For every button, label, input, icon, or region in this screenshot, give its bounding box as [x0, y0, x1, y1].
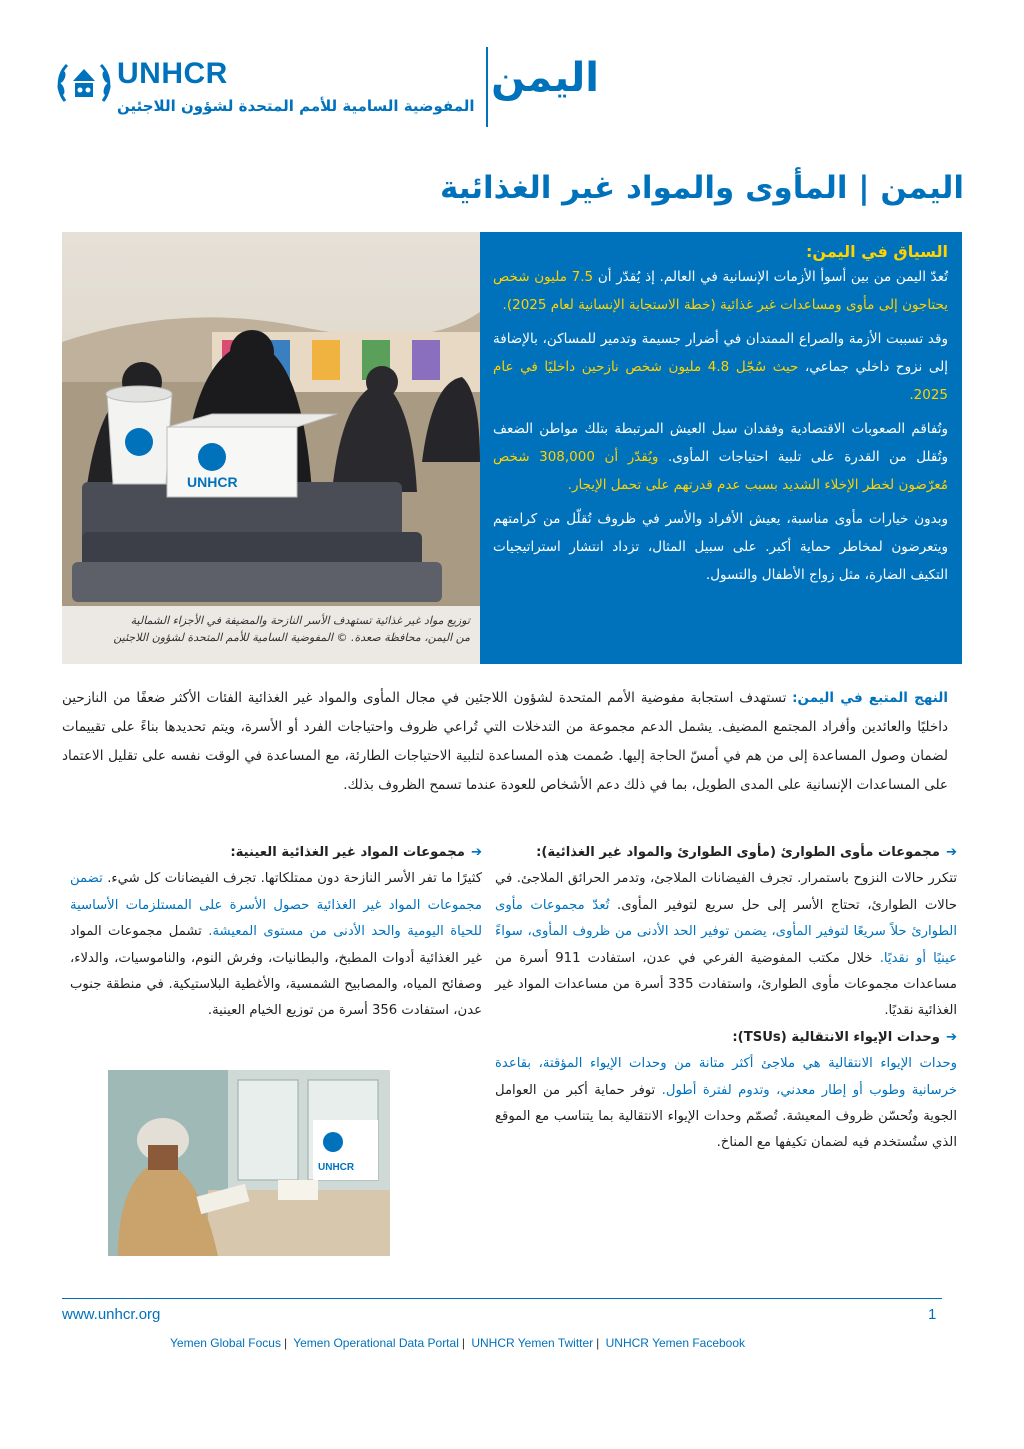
context-p2-highlight: حيث سُجّل 4.8 مليون شخص نازحين داخليًا في عام 2025.	[493, 359, 948, 403]
arrow-right-icon: ➔	[945, 1029, 957, 1045]
context-paragraph-2	[493, 325, 948, 409]
context-p3-highlight: ويُقدّر أن 308,000 شخص مُعرّضون لخطر الإخلاء الشديد بسبب عدم قدرتهم على تحمل الإيجار.	[493, 449, 948, 493]
context-paragraph-4: وبدون خيارات مأوى مناسبة، يعيش الأفراد والأسر في ظروف تُقلّل من كرامتهم ويتعرضون لمخاطر حماية أكبر. على سبيل المثال، تزداد انتشار استراتيجيات التكيف الضارة، مثل زواج الأطفال والتسول.	[493, 511, 948, 583]
approach-paragraph	[62, 684, 948, 800]
logo-wordmark: UNHCR	[117, 57, 228, 90]
emergency-kits-t2: تُعدّ مجموعات مأوى الطوارئ حلاً سريعًا لتوفير المأوى، يضمن توفير الحد الأدنى من ظروف المأوى، سواءً عينيًا أو نقديًا.	[495, 897, 958, 966]
link-unhcr-yemen-twitter[interactable]: UNHCR Yemen Twitter	[471, 1336, 594, 1350]
footer-divider	[62, 1298, 942, 1299]
emergency-kits-text	[495, 866, 957, 1024]
unhcr-laurel-icon	[55, 59, 113, 107]
unhcr-logo	[55, 55, 475, 125]
context-paragraph-3	[493, 415, 948, 499]
logo-subtitle: المفوضية السامية للأمم المتحدة لشؤون اللاجئين	[117, 97, 475, 115]
arrow-right-icon: ➔	[945, 845, 957, 860]
context-p1-highlight: 7.5 مليون شخص يحتاجون إلى مأوى ومساعدات غير غذائية (خطة الاستجابة الإنسانية لعام 2025).	[493, 269, 948, 313]
context-p1-text: تُعدّ اليمن من بين أسوأ الأزمات الإنسانية في العالم. إذ يُقدّر أن	[593, 269, 948, 285]
header-divider	[486, 47, 488, 127]
emergency-kits-t1: تتكرر حالات النزوح باستمرار. تجرف الفيضانات الملاجئ، وتدمر الحرائق الملاجئ. في حالات الطوارئ، تحتاج الأسر إلى حل سريع لتوفير المأوى.	[495, 871, 957, 913]
approach-label: النهج المتبع في اليمن:	[792, 690, 948, 706]
photo-caption-line1: توزيع مواد غير غذائية تستهدف الأسر النازحة والمضيفة في الأجزاء الشمالية	[130, 614, 470, 627]
left-column	[70, 840, 482, 1025]
right-column	[495, 840, 957, 1157]
tsu-heading	[495, 1025, 957, 1051]
tsu-text	[495, 1051, 957, 1157]
nfi-kits-heading-text: مجموعات المواد غير الغذائية العينية:	[230, 845, 465, 860]
link-yemen-data-portal[interactable]: Yemen Operational Data Portal	[293, 1336, 459, 1350]
link-yemen-global-focus[interactable]: Yemen Global Focus	[170, 1336, 281, 1350]
separator: |	[596, 1336, 600, 1350]
emergency-kits-t3: خلال مكتب المفوضية الفرعي في عدن، استفادت 911 أسرة من مساعدات مجموعات مأوى الطوارئ، واستفادت 335 أسرة من مساعدات المواد غير الغذائية نقديًا.	[495, 950, 957, 1019]
tsu-t1: وحدات الإيواء الانتقالية هي ملاجئ أكثر متانة من وحدات الإيواء المؤقتة، بقاعدة خرسانية وطوب أو إطار معدني، وتدوم لفترة أطول.	[495, 1056, 957, 1098]
footer-website-link[interactable]: www.unhcr.org	[62, 1306, 161, 1323]
arrow-right-icon: ➔	[470, 845, 482, 860]
nfi-kits-heading	[70, 840, 482, 866]
page-number: 1	[928, 1306, 937, 1323]
tsu-heading-text: وحدات الإيواء الانتقالية (TSUs):	[732, 1029, 940, 1045]
nfi-kits-t3: تشمل مجموعات المواد غير الغذائية أدوات المطبخ، والبطانيات، وفرش النوم، والناموسيات، والدلاء، وصفائح المياه، والمصابيح الشمسية، والأغطية البلاستيكية. في منطقة جنوب عدن، استفادت 356 أسرة من توزيع الخيام العينية.	[70, 924, 482, 1019]
country-title: اليمن	[491, 55, 599, 101]
tsu-t2: توفر حماية أكبر من العوامل الجوية وتُحسّن ظروف المعيشة. تُصمّم وحدات الإيواء الانتقالية بما يتناسب مع الموقع الذي ستُستخدم فيه لضمان تكيفها مع المناخ.	[495, 1082, 957, 1151]
approach-text: تستهدف استجابة مفوضية الأمم المتحدة لشؤون اللاجئين في مجال المأوى والمواد غير الغذائية الفئات الأكثر ضعفًا من النازحين داخليًا والعائدين وأفراد المجتمع المضيف. يشمل الدعم مجموعة من التدخلات التي تُراعي ظروف واحتياجات الفرد أو الأسرة، ويتم تحديدها بناءً على تقييمات لضمان وصول المساعدة إلى من هم في أمسّ الحاجة إليها. صُممت هذه المساعدة لتلبية الاحتياجات الطارئة، مع المساعدة في الوقت نفسه على تقليل الاعتماد على المساعدات الإنسانية على المدى الطويل، بما في ذلك دعم الأشخاص للعودة عندما تسمح الظروف بذلك.	[62, 690, 948, 793]
separator: |	[461, 1336, 465, 1350]
emergency-kits-heading-text: مجموعات مأوى الطوارئ (مأوى الطوارئ والمواد غير الغذائية):	[536, 845, 940, 860]
svg-text:UNHCR: UNHCR	[187, 474, 238, 490]
context-heading: السياق في اليمن:	[806, 242, 948, 261]
context-p2-text: وقد تسببت الأزمة والصراع الممتدان في أضرار جسيمة وتدمير للمساكن، بالإضافة إلى نزوح داخلي جماعي،	[493, 331, 949, 375]
nfi-kits-text	[70, 866, 482, 1024]
footer-links	[170, 1336, 745, 1350]
distribution-photo	[62, 232, 480, 664]
svg-text:UNHCR: UNHCR	[318, 1162, 355, 1173]
nfi-kits-t1: كثيرًا ما تفر الأسر النازحة دون ممتلكاتها. تجرف الفيضانات كل شيء.	[102, 871, 482, 887]
link-unhcr-yemen-facebook[interactable]: UNHCR Yemen Facebook	[605, 1336, 746, 1350]
photo-caption	[62, 606, 480, 664]
context-box	[480, 232, 962, 664]
page-title: اليمن | المأوى والمواد غير الغذائية	[439, 170, 964, 206]
photo-caption-line2: من اليمن، محافظة صعدة. © المفوضية السامية للأمم المتحدة لشؤون اللاجئين	[113, 631, 470, 645]
context-paragraph-1	[493, 263, 948, 319]
emergency-kits-heading	[495, 840, 957, 866]
distribution-photo-illustration	[62, 232, 480, 664]
cash-assistance-photo	[108, 1070, 390, 1256]
separator: |	[283, 1336, 288, 1350]
cash-assistance-photo-illustration	[108, 1070, 390, 1256]
context-p3-text: وتُفاقم الصعوبات الاقتصادية وفقدان سبل العيش المرتبطة بتلك مواطن الضعف وتُقلل من القدرة على تلبية احتياجات المأوى.	[493, 421, 948, 465]
nfi-kits-t2: تضمن مجموعات المواد غير الغذائية حصول الأسرة على المستلزمات الأساسية للحياة اليومية والحد الأدنى من مستوى المعيشة.	[70, 871, 483, 940]
